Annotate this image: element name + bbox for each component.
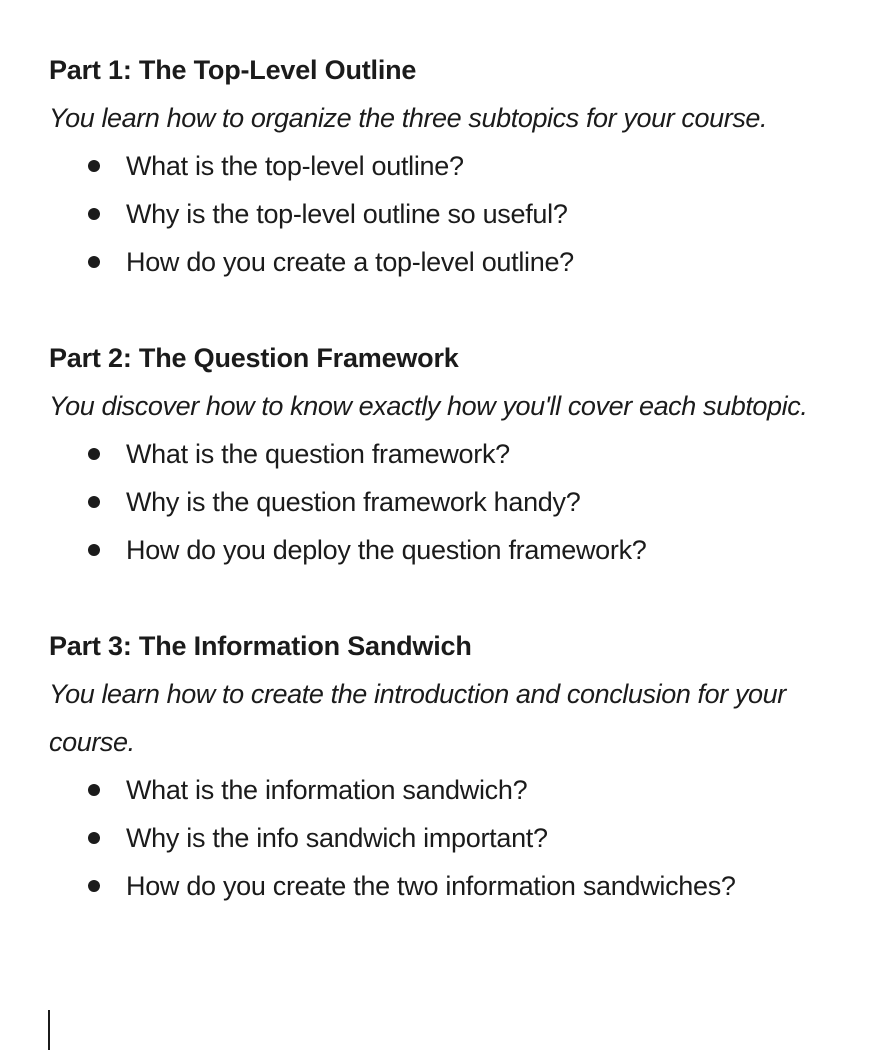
list-item xyxy=(126,814,859,862)
list-item xyxy=(126,430,859,478)
list-item xyxy=(126,766,859,814)
list-item xyxy=(126,190,859,238)
section-title: Part 2: The Question Framework xyxy=(49,343,459,373)
bullet-icon xyxy=(88,880,100,892)
list-item-text: How do you create a top-level outline? xyxy=(126,247,574,277)
section-part-1 xyxy=(49,46,859,286)
bullet-icon xyxy=(88,496,100,508)
bullet-list xyxy=(49,430,859,574)
list-item xyxy=(126,142,859,190)
bullet-list xyxy=(49,142,859,286)
list-item xyxy=(126,862,859,910)
list-item-text: Why is the info sandwich important? xyxy=(126,823,548,853)
bullet-list xyxy=(49,766,859,910)
section-description: You learn how to organize the three subtopics for your course. xyxy=(49,103,768,133)
bullet-icon xyxy=(88,784,100,796)
list-item xyxy=(126,526,859,574)
list-item-text: Why is the top-level outline so useful? xyxy=(126,199,568,229)
section-title: Part 3: The Information Sandwich xyxy=(49,631,472,661)
document-body[interactable] xyxy=(49,46,859,958)
bullet-icon xyxy=(88,160,100,172)
bullet-icon xyxy=(88,448,100,460)
section-description: You discover how to know exactly how you'll cover each subtopic. xyxy=(49,391,808,421)
text-cursor xyxy=(48,1010,50,1050)
list-item xyxy=(126,238,859,286)
list-item-text: Why is the question framework handy? xyxy=(126,487,581,517)
section-part-2 xyxy=(49,334,859,574)
bullet-icon xyxy=(88,544,100,556)
bullet-icon xyxy=(88,256,100,268)
list-item-text: What is the question framework? xyxy=(126,439,510,469)
list-item xyxy=(126,478,859,526)
list-item-text: How do you deploy the question framework? xyxy=(126,535,647,565)
list-item-text: What is the information sandwich? xyxy=(126,775,528,805)
section-description: You learn how to create the introduction and conclusion for your course. xyxy=(49,679,786,757)
section-title: Part 1: The Top-Level Outline xyxy=(49,55,417,85)
list-item-text: How do you create the two information sandwiches? xyxy=(126,871,736,901)
bullet-icon xyxy=(88,208,100,220)
bullet-icon xyxy=(88,832,100,844)
section-part-3 xyxy=(49,622,859,910)
list-item-text: What is the top-level outline? xyxy=(126,151,464,181)
